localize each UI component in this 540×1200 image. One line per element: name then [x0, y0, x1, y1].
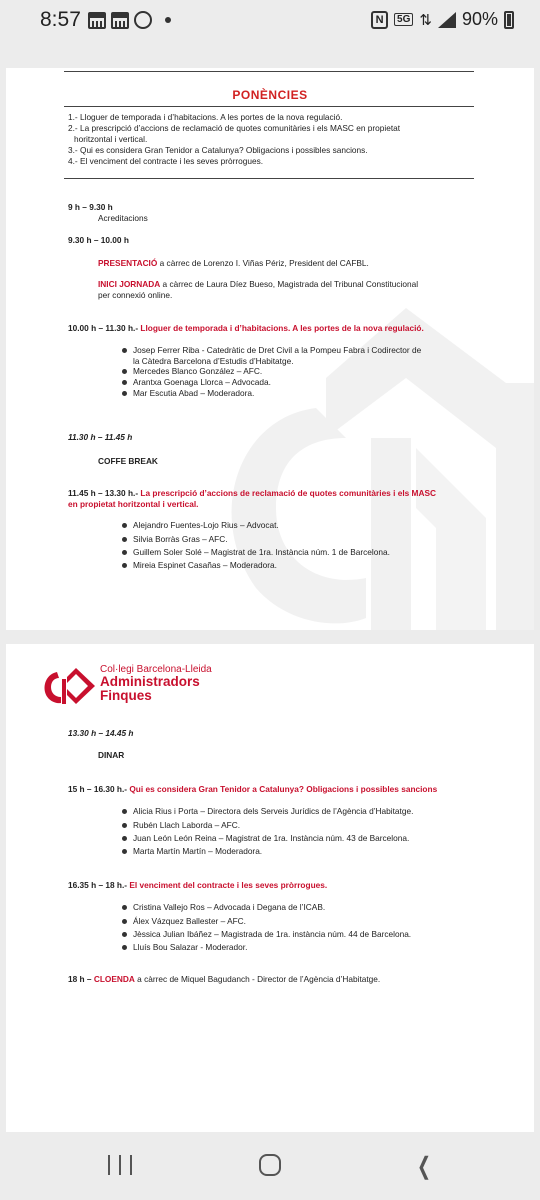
- slot-time: 9 h – 9.30 h: [68, 202, 113, 212]
- closing-time: 18 h –: [68, 974, 94, 984]
- session-heading: [68, 323, 424, 333]
- closing-line: [68, 974, 380, 984]
- speaker-item: Silvia Borràs Gras – AFC.: [133, 534, 228, 544]
- bullet-icon: [122, 523, 127, 528]
- bullet-icon: [122, 369, 127, 374]
- session-title: El venciment del contracte i les seves pròrrogues.: [129, 880, 328, 890]
- system-icons: [371, 9, 514, 30]
- bullet-icon: [122, 563, 127, 568]
- notification-dot-icon: [165, 17, 171, 23]
- speaker-item: Lluís Bou Salazar - Moderador.: [133, 942, 248, 952]
- session-title: La prescripció d’accions de reclamació de quotes comunitàries i els MASC: [140, 488, 436, 498]
- calculator-icon: [111, 12, 129, 29]
- session-heading: [68, 784, 437, 794]
- break-text: COFFE BREAK: [98, 456, 158, 466]
- speaker-item: Alejandro Fuentes-Lojo Rius – Advocat.: [133, 520, 279, 530]
- closing-text: a càrrec de Miquel Bagudanch - Director de l’Agència d’Habitatge.: [134, 974, 381, 984]
- inici-text: a càrrec de Laura Díez Bueso, Magistrada del Tribunal Constitucional: [160, 279, 419, 289]
- logo-title-line2: Finques: [100, 688, 152, 703]
- home-icon[interactable]: [259, 1154, 281, 1176]
- back-icon[interactable]: ❮: [417, 1153, 432, 1180]
- navigation-bar: [0, 1138, 540, 1200]
- inici-line: [98, 279, 418, 289]
- nfc-icon: N: [371, 11, 388, 29]
- presentacio-text: a càrrec de Lorenzo I. Viñas Périz, President del CAFBL.: [157, 258, 369, 268]
- speaker-item: Guillem Soler Solé – Magistrat de 1ra. Instància núm. 1 de Barcelona.: [133, 547, 390, 557]
- signal-icon: [438, 12, 456, 28]
- topic-item: 4.- El venciment del contracte i les seves pròrrogues.: [68, 156, 264, 166]
- topic-item: 2.- La prescripció d’accions de reclamació de quotes comunitàries i els MASC en propietat: [68, 123, 401, 133]
- bullet-icon: [122, 380, 127, 385]
- topic-item: horitzontal i vertical.: [74, 134, 148, 144]
- speaker-item: Mar Escutia Abad – Moderadora.: [133, 388, 255, 398]
- speaker-item: Cristina Vallejo Ros – Advocada i Degana de l’ICAB.: [133, 902, 326, 912]
- speaker-item: Marta Martín Martín – Moderadora.: [133, 846, 263, 856]
- logo-subtitle: Col·legi Barcelona-Lleida: [100, 664, 212, 675]
- bullet-icon: [122, 550, 127, 555]
- speaker-item: Josep Ferrer Riba - Catedràtic de Dret Civil a la Pompeu Fabra i Codirector de: [133, 345, 422, 355]
- bullet-icon: [122, 823, 127, 828]
- presentacio-label: PRESENTACIÓ: [98, 258, 158, 268]
- bullet-icon: [122, 945, 127, 950]
- session-heading: [68, 880, 327, 890]
- closing-label: CLOENDA: [93, 974, 135, 984]
- session-title: Lloguer de temporada i d’habitacions. A les portes de la nova regulació.: [140, 323, 424, 333]
- inici-text-2: per connexió online.: [98, 290, 173, 300]
- bullet-icon: [122, 849, 127, 854]
- bullet-icon: [122, 537, 127, 542]
- speaker-item: Arantxa Goenaga Llorca – Advocada.: [133, 377, 271, 387]
- document-page-2[interactable]: [6, 644, 534, 1132]
- session-time: 15 h – 16.30 h.-: [68, 784, 130, 794]
- topic-item: 3.- Qui es considera Gran Tenidor a Catalunya? Obligacions i possibles sancions.: [68, 145, 368, 155]
- slot-text: Acreditacions: [98, 213, 148, 223]
- topic-item: 1.- Lloguer de temporada i d’habitacions. A les portes de la nova regulació.: [68, 112, 343, 122]
- bullet-icon: [122, 932, 127, 937]
- session-title-cont: en propietat horitzontal i vertical.: [68, 499, 199, 509]
- break-time: 11.30 h – 11.45 h: [68, 432, 133, 442]
- presentacio-line: [98, 258, 369, 268]
- notification-icons: [88, 11, 171, 29]
- divider-top: [64, 71, 474, 72]
- logo-title: [100, 675, 200, 703]
- cafbl-logo-icon: [43, 666, 97, 706]
- battery-icon: [504, 11, 514, 29]
- speaker-item: Jèssica Julian Ibáñez – Magistrada de 1ra. instància núm. 44 de Barcelona.: [133, 929, 412, 939]
- session-time: 11.45 h – 13.30 h.-: [68, 488, 141, 498]
- speaker-item: Rubén Llach Laborda – AFC.: [133, 820, 241, 830]
- logo-title-line1: Administradors: [100, 674, 200, 689]
- 5g-icon: 5G: [394, 13, 413, 26]
- speaker-item: Álex Vázquez Ballester – AFC.: [133, 916, 246, 926]
- bullet-icon: [122, 836, 127, 841]
- speaker-item: la Càtedra Barcelona d’Estudis d’Habitatge.: [133, 356, 294, 366]
- speaker-item: Alicia Rius i Porta – Directora dels Serveis Jurídics de l’Agència d’Habitatge.: [133, 806, 414, 816]
- divider-title: [64, 106, 474, 107]
- speaker-item: Juan León León Reina – Magistrat de 1ra. Instància núm. 43 de Barcelona.: [133, 833, 410, 843]
- status-bar: [0, 0, 540, 40]
- clock: 8:57: [40, 8, 81, 31]
- recent-apps-icon[interactable]: [108, 1155, 132, 1175]
- page-title: PONÈNCIES: [232, 88, 308, 102]
- bullet-icon: [122, 391, 127, 396]
- lunch-time: 13.30 h – 14.45 h: [68, 728, 134, 738]
- session-time: 16.35 h – 18 h.-: [68, 880, 130, 890]
- divider-topics: [64, 178, 474, 179]
- speaker-item: Mireia Espinet Casañas – Moderadora.: [133, 560, 277, 570]
- calculator-icon: [88, 12, 106, 29]
- bullet-icon: [122, 348, 127, 353]
- lunch-text: DINAR: [98, 750, 125, 760]
- session-time: 10.00 h – 11.30 h.-: [68, 323, 141, 333]
- speaker-item: Mercedes Blanco González – AFC.: [133, 366, 263, 376]
- whatsapp-icon: [134, 11, 152, 29]
- battery-percent: 90%: [461, 9, 498, 29]
- inici-label: INICI JORNADA: [98, 279, 161, 289]
- slot-time: 9.30 h – 10.00 h: [68, 235, 129, 245]
- session-heading: [68, 488, 436, 498]
- bullet-icon: [122, 809, 127, 814]
- bullet-icon: [122, 919, 127, 924]
- bullet-icon: [122, 905, 127, 910]
- data-arrows-icon: ⇅: [419, 11, 432, 29]
- session-title: Qui es considera Gran Tenidor a Catalunya? Obligacions i possibles sancions: [129, 784, 438, 794]
- document-page-1[interactable]: [6, 68, 534, 630]
